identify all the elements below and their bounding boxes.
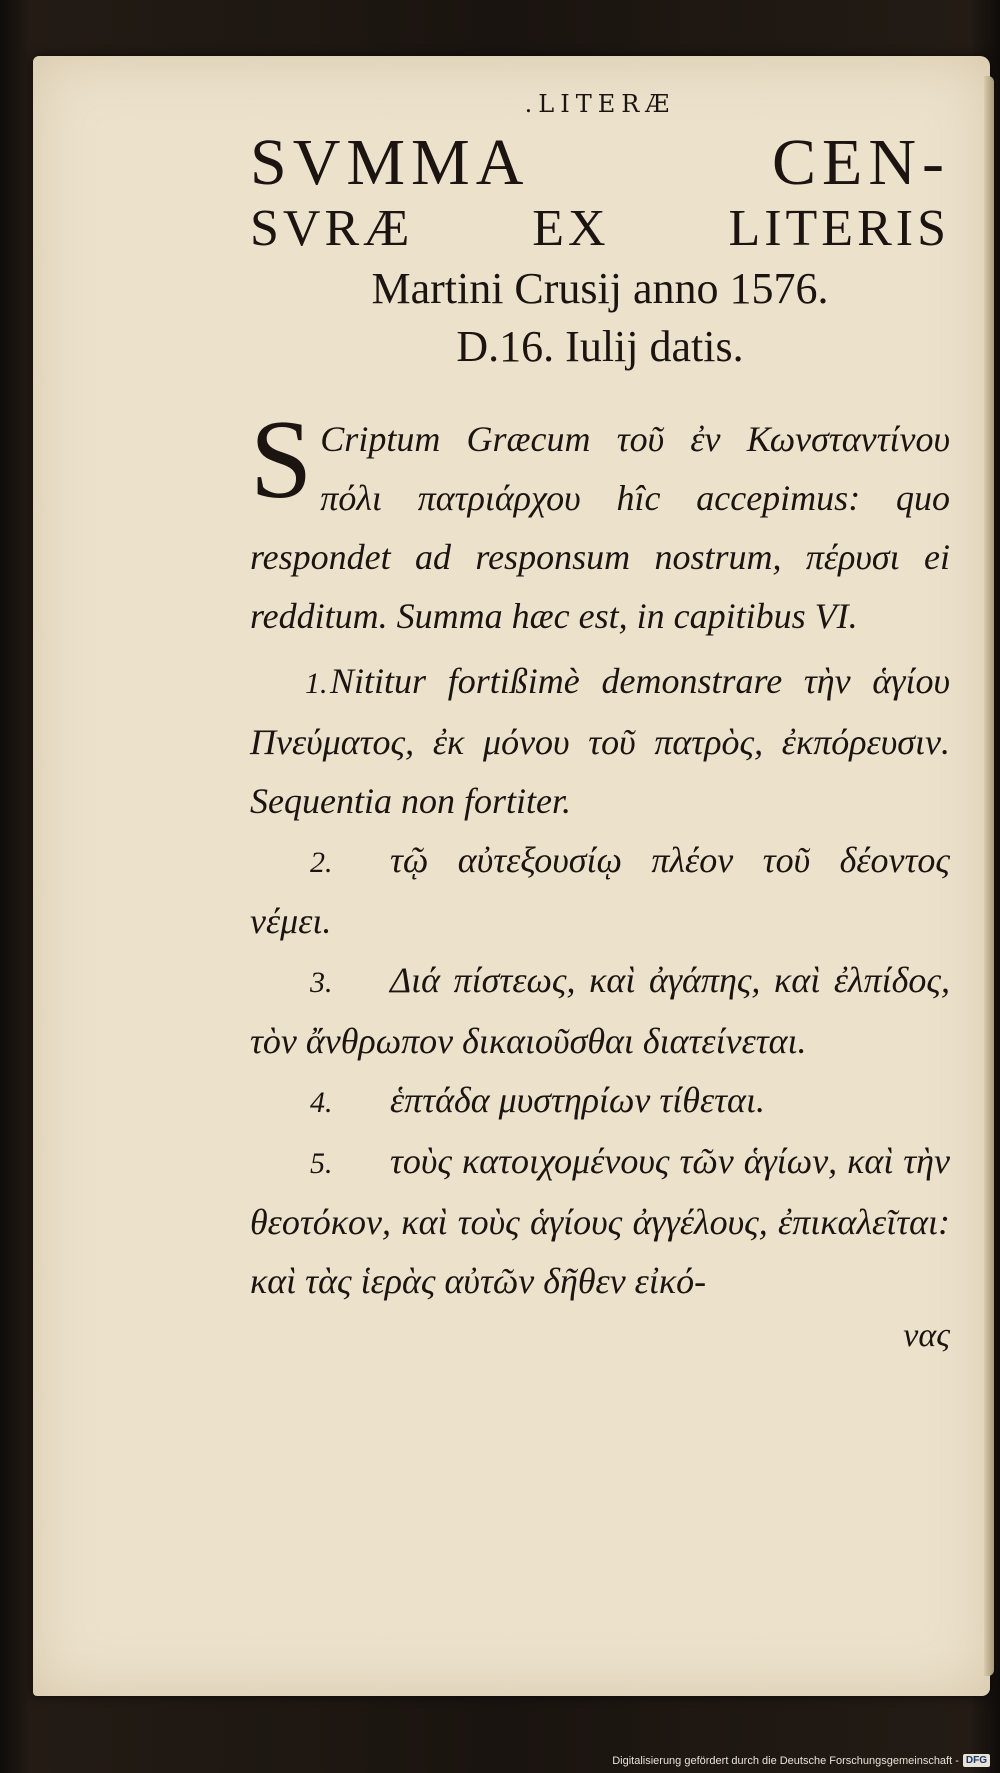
item-text: ἑπτάδα μυστηρίων τίθεται. — [390, 1080, 765, 1120]
page-edge — [984, 76, 994, 1676]
catchword: νας — [903, 1317, 950, 1354]
drop-cap: S — [250, 398, 313, 522]
page-text-block — [250, 90, 950, 1361]
item-text: τοὺς κατοιχομένους τῶν ἁγίων, καὶ τὴν θεοτόκον, καὶ τοὺς ἁγίους ἀγγέλους, ἐπικαλεῖται: καὶ τὰς ἱερὰς αὐτῶν δῆθεν εἰκό- — [250, 1141, 950, 1301]
list-item — [250, 951, 950, 1071]
credit-text: Digitalisierung gefördert durch die Deutsche Forschungsgemeinschaft - — [612, 1754, 959, 1767]
list-item — [250, 652, 950, 831]
intro-text: Criptum Græcum τοῦ ἐν Κωνσταντίνου πόλι πατριάρχου hîc accepimus: quo respondet ad responsum nostrum, πέρυσι ei redditum. Summa hæc est, in capitibus VI. — [250, 419, 950, 636]
list-item — [250, 831, 950, 951]
title-line-3: Martini Crusij anno 1576. — [371, 264, 829, 313]
body-text — [250, 398, 950, 1361]
title-line-1: SVMMA CEN- — [250, 126, 950, 199]
item-text: τῷ αὐτεξουσίῳ πλέον τοῦ δέοντος νέμει. — [250, 840, 950, 941]
intro-paragraph — [250, 398, 950, 646]
digitization-credit — [612, 1754, 990, 1767]
item-number: 1. — [305, 667, 328, 700]
list-item — [250, 1132, 950, 1311]
dfg-logo-icon: DFG — [963, 1754, 990, 1767]
title-line-2: SVRÆ EX LITERIS — [250, 200, 950, 257]
running-head: .LITERÆ — [524, 90, 676, 118]
item-text: Nititur fortißimè demonstrare τὴν ἁγίου Πνεύματος, ἐκ μόνου τοῦ πατρὸς, ἐκπόρευσιν. Sequentia non fortiter. — [250, 661, 950, 821]
item-number: 3. — [310, 966, 333, 999]
item-number: 2. — [310, 846, 333, 879]
item-number: 4. — [310, 1086, 333, 1119]
title-line-4: D.16. Iulij datis. — [456, 322, 744, 371]
list-item — [250, 1071, 950, 1132]
item-text: Διά πίστεως, καὶ ἀγάπης, καὶ ἐλπίδος, τὸν ἄνθρωπον δικαιοῦσθαι διατείνεται. — [250, 960, 950, 1061]
item-number: 5. — [310, 1147, 333, 1180]
